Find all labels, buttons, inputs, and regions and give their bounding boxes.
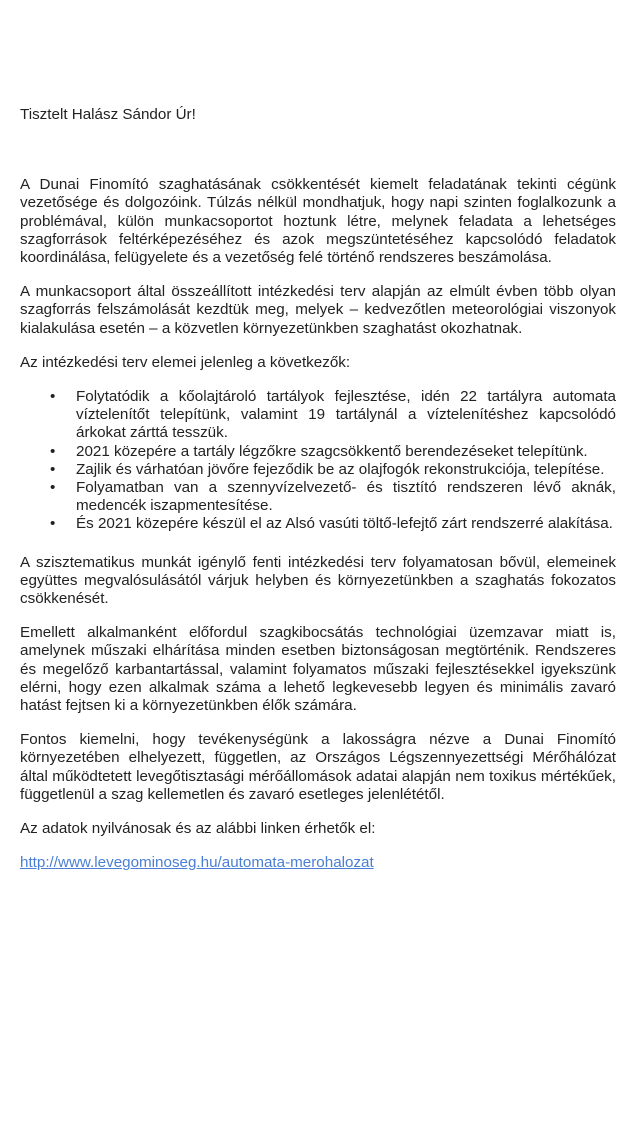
list-item	[20, 515, 616, 533]
air-quality-link[interactable]: http://www.levegominoseg.hu/automata-merohalozat	[20, 854, 374, 872]
paragraph-plan-heading: Az intézkedési terv elemei jelenleg a következők:	[20, 353, 351, 371]
paragraph-data-public: Az adatok nyilvánosak és az alábbi linken érhetők el:	[20, 820, 376, 838]
paragraph-systematic: A szisztematikus munkát igénylő fenti intézkedési terv folyamatosan bővül, elemeinek együttes megvalósulásától várjuk helyben és környezetünkben a szaghatás fokozatos csökkenését.	[20, 553, 616, 608]
list-item	[20, 479, 616, 515]
bullet-icon: •	[50, 479, 56, 497]
salutation: Tisztelt Halász Sándor Úr!	[20, 106, 196, 123]
paragraph-workgroup: A munkacsoport által összeállított intézkedési terv alapján az elmúlt évben több olyan szagforrás felszámolását kezdtük meg, melyek – kedvezőtlen meteorológiai viszonyok kialakulása esetén – a közvetlen környezetünkben szaghatást okozhatnak.	[20, 283, 616, 337]
list-item-text: Folyamatban van a szennyvízelvezető- és tisztító rendszeren lévő aknák, medencék iszapmentesítése.	[76, 479, 616, 515]
list-item-text: Zajlik és várhatóan jövőre fejeződik be az olajfogók rekonstrukciója, telepítése.	[76, 460, 605, 478]
link-line	[20, 854, 616, 872]
list-item	[20, 461, 616, 479]
paragraph-measurements: Fontos kiemelni, hogy tevékenységünk a lakosságra nézve a Dunai Finomító környezetében elhelyezett, független, az Országos Légszennyezettségi Mérőhálózat által működtetett levegőtisztasági mérőállomások adatai alapján nem toxikus mértékűek, függetlenül a szag kellemetlen és zavaró esetleges jelenlététől.	[20, 731, 616, 803]
bullet-icon: •	[50, 515, 56, 533]
list-item-text: 2021 közepére a tartály légzőkre szagcsökkentő berendezéseket telepítünk.	[76, 442, 588, 460]
list-item	[20, 388, 616, 443]
paragraph-intro: A Dunai Finomító szaghatásának csökkentését kiemelt feladatának tekinti cégünk vezetősége és dolgozóink. Túlzás nélkül mondhatjuk, hogy napi szinten foglalkozunk a problémával, külön munkacsoportot hoztunk létre, melynek feladata a lehetséges szagforrások feltérképezéséhez és azok megszüntetéséhez kapcsolódó feladatok koordinálása, felügyelete és a vezetőség felé történő rendszeres beszámolása.	[20, 176, 616, 267]
bullet-icon: •	[50, 442, 56, 460]
list-item-text: És 2021 közepére készül el az Alsó vasúti töltő-lefejtő zárt rendszerré alakítása.	[76, 515, 613, 533]
list-item	[20, 443, 616, 461]
action-plan-list	[20, 388, 616, 534]
list-item-text: Folytatódik a kőolajtároló tartályok fejlesztése, idén 22 tartályra automata víztelenítőt telepítünk, valamint 19 tartálynál a víztelenítéshez kapcsolódó árkokat zárttá tesszük.	[76, 388, 616, 442]
bullet-icon: •	[50, 388, 56, 406]
paragraph-incidents: Emellett alkalmanként előfordul szagkibocsátás technológiai üzemzavar miatt is, amelynek műszaki elhárítása minden esetben biztonságosan megtörténik. Rendszeres és megelőző karbantartással, valamint folyamatos műszaki fejlesztésekkel igyekszünk elérni, hogy ezen alkalmak száma a lehető legkevesebb legyen és minimális zavaró hatást fejtsen ki a környezetünkben élők számára.	[20, 624, 616, 715]
bullet-icon: •	[50, 460, 56, 478]
letter-body	[20, 106, 616, 873]
